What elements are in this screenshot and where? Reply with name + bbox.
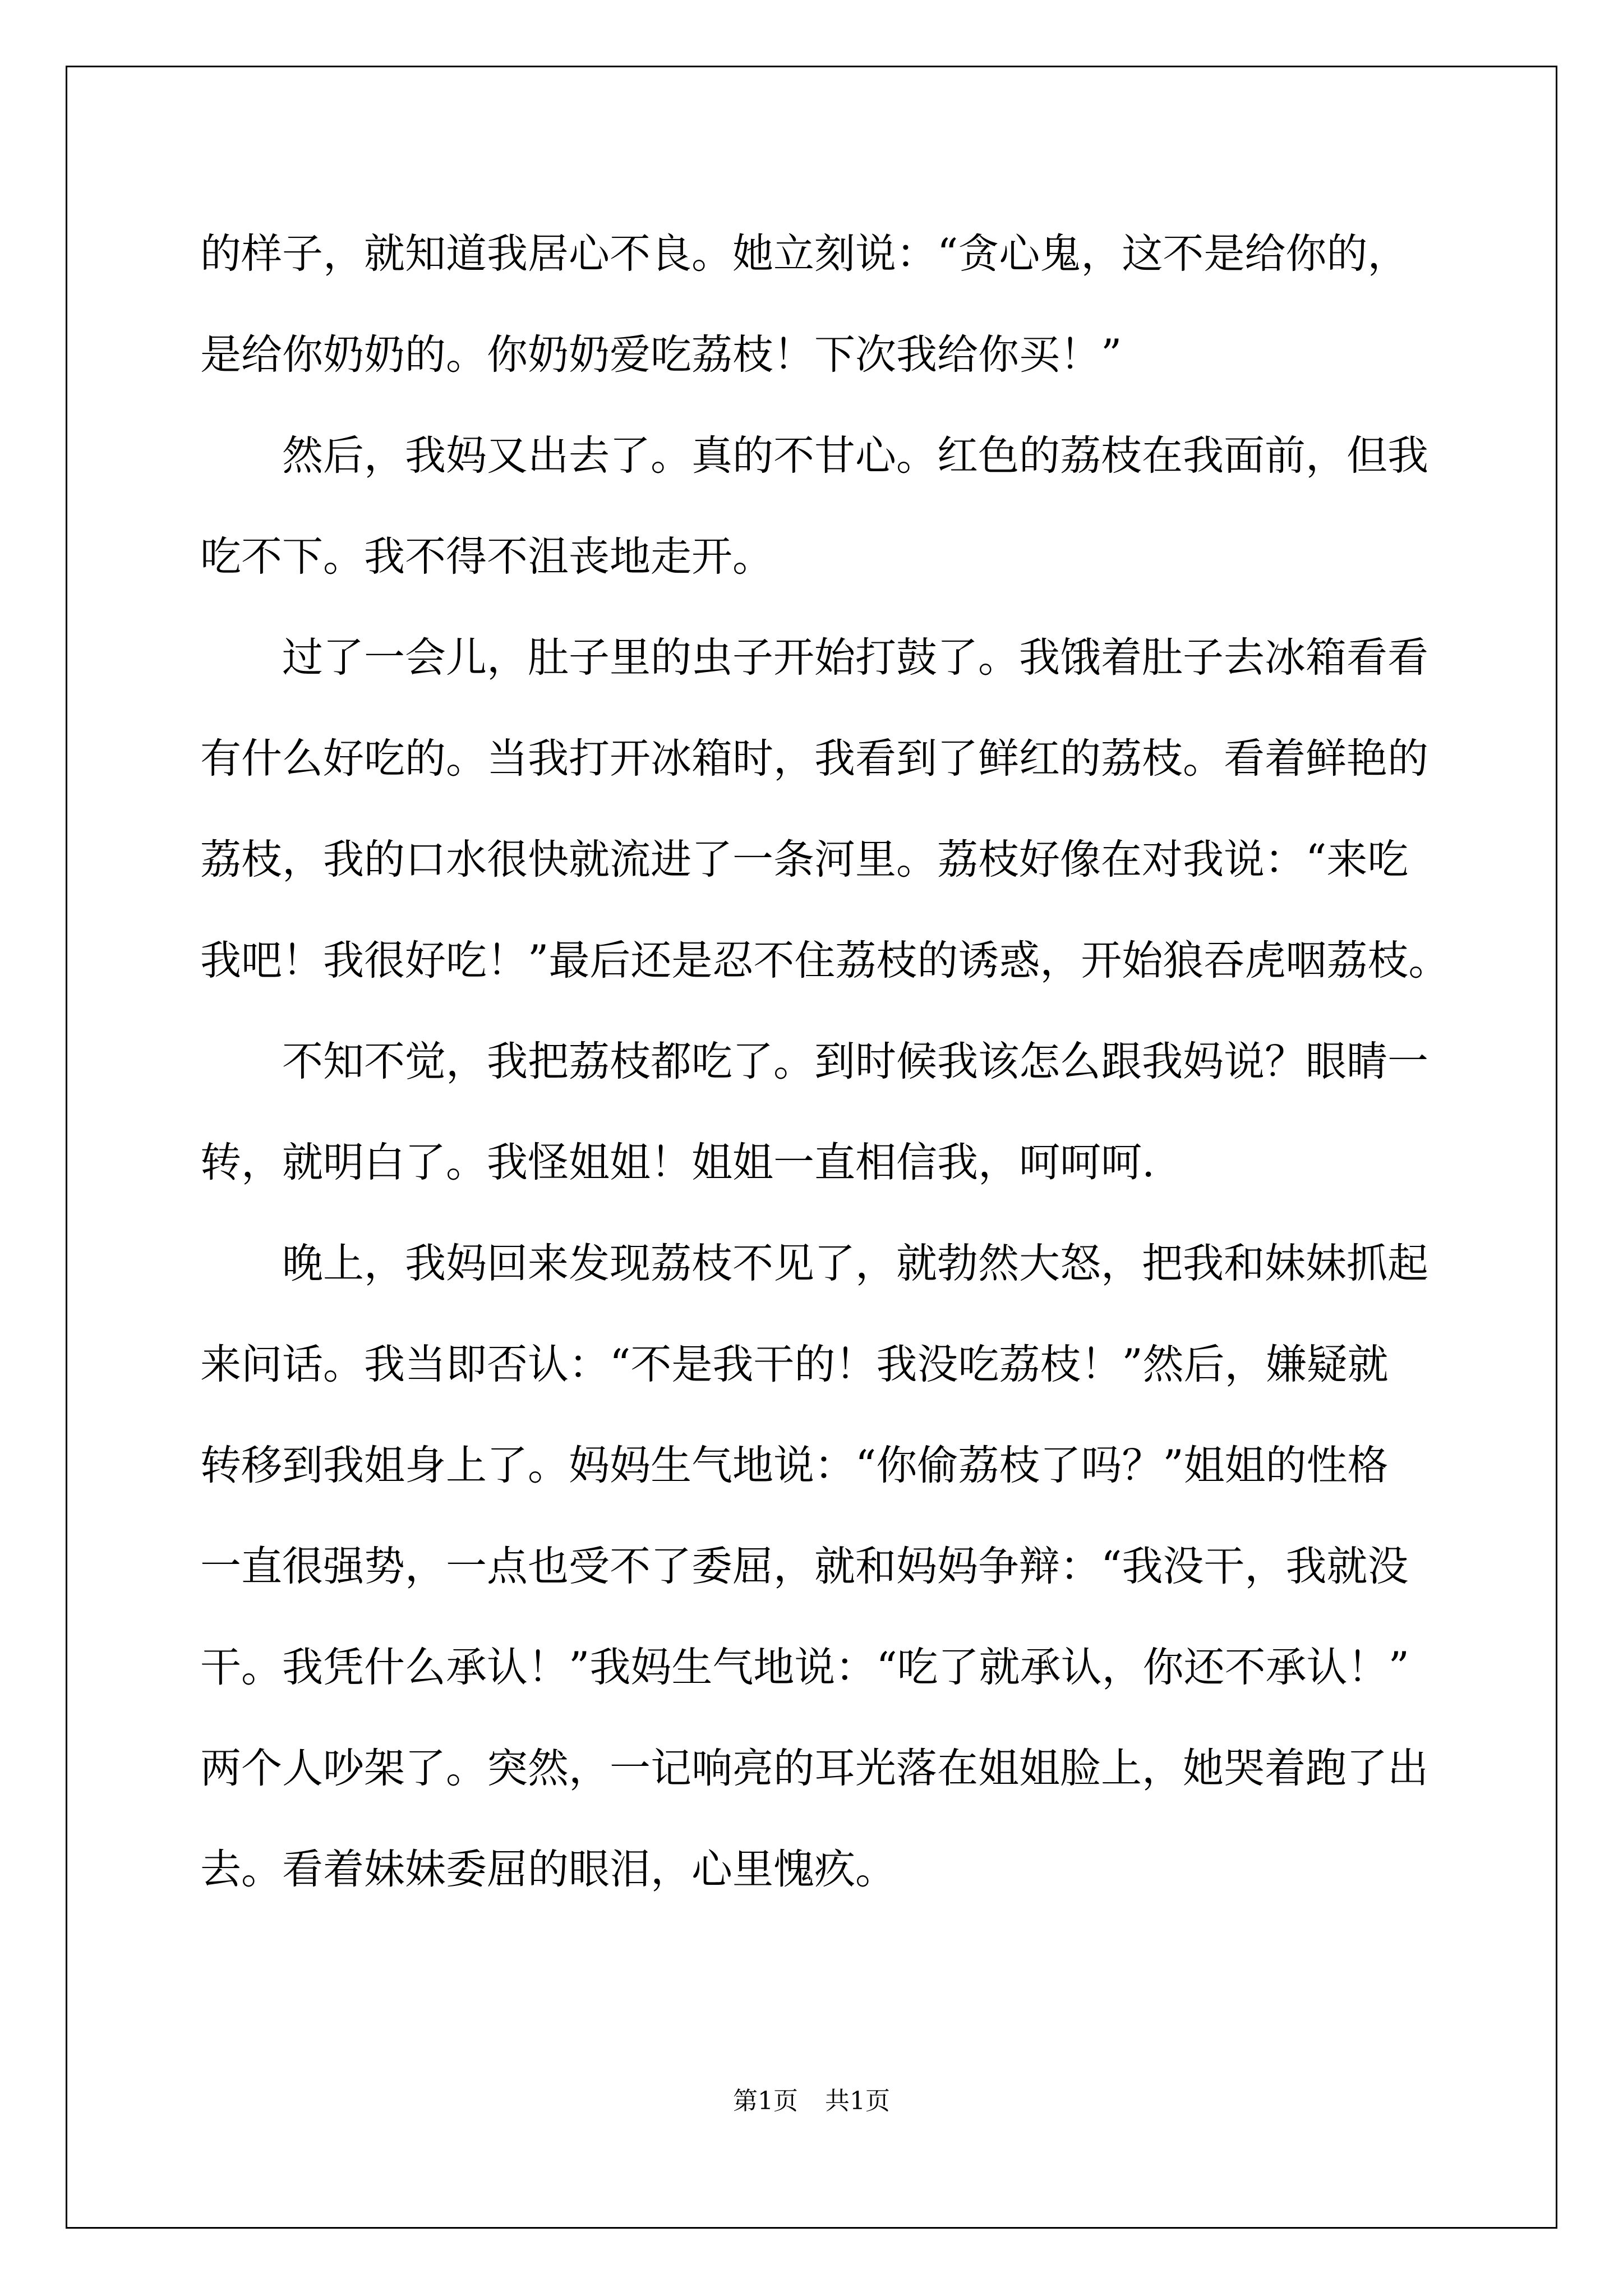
text-line: 吃不下。我不得不沮丧地走开。 — [200, 533, 773, 581]
page-number-total: 共1页 — [825, 2087, 890, 2115]
text-line: 然后，我妈又出去了。真的不甘心。红色的荔枝在我面前，但我 — [200, 432, 1428, 480]
text-line: 去。看着妹妹委屈的眼泪，心里愧疚。 — [200, 1846, 896, 1893]
text-line: 一直很强势，一点也受不了委屈，就和妈妈争辩：“我没干，我就没 — [200, 1543, 1409, 1590]
document-body — [200, 204, 1449, 1920]
text-line: 我吧！我很好吃！”最后还是忍不住荔枝的诱惑，开始狼吞虎咽荔枝。 — [200, 937, 1450, 984]
text-line: 两个人吵架了。突然，一记响亮的耳光落在姐姐脸上，她哭着跑了出 — [200, 1745, 1428, 1792]
text-line: 的样子，就知道我居心不良。她立刻说：“贪心鬼，这不是给你的， — [200, 230, 1409, 278]
page-footer — [0, 2086, 1623, 2117]
text-line: 干。我凭什么承认！”我妈生气地说：“吃了就承认，你还不承认！” — [200, 1644, 1409, 1691]
text-line: 来问话。我当即否认：“不是我干的！我没吃荔枝！”然后，嫌疑就 — [200, 1341, 1389, 1388]
text-line: 转移到我姐身上了。妈妈生气地说：“你偷荔枝了吗？”姐姐的性格 — [200, 1442, 1389, 1489]
text-line: 晚上，我妈回来发现荔枝不见了，就勃然大怒，把我和妹妹抓起 — [200, 1240, 1428, 1287]
text-line: 是给你奶奶的。你奶奶爱吃荔枝！下次我给你买！” — [200, 331, 1122, 379]
text-line: 有什么好吃的。当我打开冰箱时，我看到了鲜红的荔枝。看着鲜艳的 — [200, 735, 1428, 783]
text-line: 过了一会儿，肚子里的虫子开始打鼓了。我饿着肚子去冰箱看看 — [200, 634, 1428, 682]
text-line: 转，就明白了。我怪姐姐！姐姐一直相信我，呵呵呵. — [200, 1139, 1155, 1186]
text-line: 荔枝，我的口水很快就流进了一条河里。荔枝好像在对我说：“来吃 — [200, 836, 1409, 884]
page-number-current: 第1页 — [733, 2087, 798, 2115]
text-line: 不知不觉，我把荔枝都吃了。到时候我该怎么跟我妈说？眼睛一 — [200, 1038, 1428, 1085]
